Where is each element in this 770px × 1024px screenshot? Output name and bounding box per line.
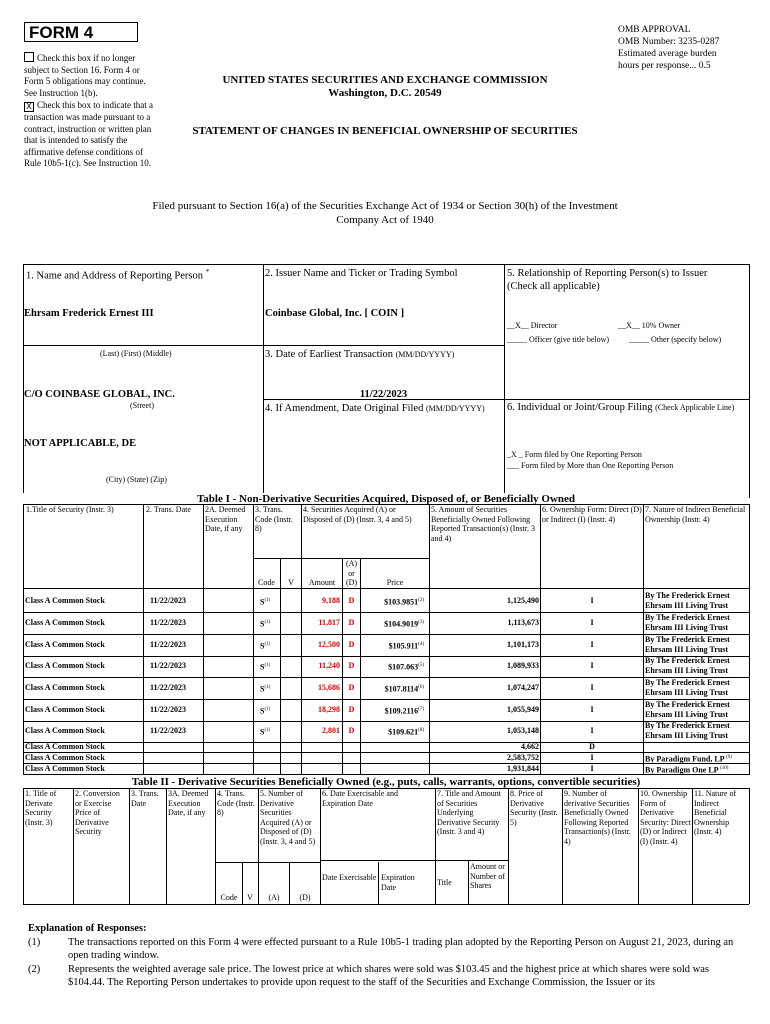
owned-amount: 1,089,933 [507,661,539,670]
t1-sub-price: Price [386,578,404,587]
t2-col-nature: 11. Nature of Indirect Beneficial Ownership (Instr. 4) [694,789,737,836]
reporting-person-name: Ehrsam Frederick Ernest III [24,308,154,319]
nature-of-ownership: By The Frederick Ernest Ehrsam III Living Trust [645,678,730,697]
earliest-date-value: 11/22/2023 [359,389,408,400]
ownership-form: I [590,640,594,649]
ownership-form: I [590,661,594,670]
acquired-disposed: D [348,618,355,627]
security-title: Class A Common Stock [25,618,105,627]
price [362,596,424,608]
price-value: $109.2116 [384,706,419,716]
transaction-date: 11/22/2023 [150,596,187,605]
transaction-code [260,618,270,630]
row-divider [23,774,749,775]
amount: 12,500 [318,640,340,649]
t1-sub-v: V [288,578,294,587]
code-value: S [260,662,265,672]
section16-check-text: Check this box if no longer subject to Section 16. Form 4 or Form 5 obligations may continue. See Instruction 1(b). [24,53,146,98]
t1-col-nature: 7. Nature of Indirect Beneficial Ownership (Instr. 4) [645,505,746,524]
statement-title: STATEMENT OF CHANGES IN BENEFICIAL OWNERSHIP OF SECURITIES [192,125,578,137]
owned-amount: 2,583,752 [507,753,539,762]
code-value: S [260,706,265,716]
filing-one-person[interactable]: _X _ Form filed by One Reporting Person [507,450,642,459]
t1-sub-amount: Amount [308,578,336,587]
price-value: $105.911 [388,641,419,651]
price-value: $109.621 [388,727,419,737]
amount: 15,686 [318,683,340,692]
explanation-heading: Explanation of Responses: [28,923,147,934]
amount: 11,817 [318,618,340,627]
t2-col-deemed: 3A. Deemed Execution Date, if any [168,789,209,817]
transaction-code [260,640,270,652]
t2-col-number: 5. Number of Derivative Securities Acquired (A) or Disposed of (D) (Instr. 3, 4 and 5) [260,789,316,846]
t1-sub-code: Code [258,578,275,587]
city-state: NOT APPLICABLE, DE [24,438,137,449]
nature-of-ownership [645,753,747,765]
t1-col-owned: 5. Amount of Securities Beneficially Owned Following Reported Transaction(s) (Instr. 3 and 4) [431,505,535,543]
t2-sub-d: (D) [299,893,311,902]
nature-of-ownership: By The Frederick Ernest Ehrsam III Living Trust [645,656,730,675]
t1-col-acquired: 4. Securities Acquired (A) or Disposed of (D) (Instr. 3, 4 and 5) [303,505,412,524]
nature-of-ownership [645,764,747,776]
owned-amount: 1,125,490 [507,596,539,605]
price-value: $107.8114 [384,684,419,694]
reporting-person-label: 1. Name and Address of Reporting Person * [26,267,210,282]
footnote-marker: (1) [264,663,271,668]
footnote-marker: (8) [418,728,424,733]
acquired-disposed: D [348,661,355,670]
amount: 18,298 [318,705,340,714]
filing-type-label: 6. Individual or Joint/Group Filing (Check Applicable Line) [507,402,735,413]
security-title: Class A Common Stock [25,726,105,735]
footnote-marker: (1) [264,728,271,733]
code-value: S [260,684,265,694]
other-check[interactable]: _____ Other (specify below) [629,335,722,344]
table1-title: Table I - Non-Derivative Securities Acquired, Disposed of, or Beneficially Owned [23,493,749,506]
issuer-name: Coinbase Global, Inc. [ COIN ] [265,308,405,319]
director-check[interactable]: __X__ Director [507,321,558,330]
security-title: Class A Common Stock [25,596,105,605]
t2-col-conversion: 2. Conversion or Exercise Price of Derivative Security [75,789,120,836]
price [362,661,424,673]
t2-col-title: 1. Title of Derivate Security (Instr. 3) [25,789,57,827]
t1-sub-aord: (A) or (D) [345,559,358,587]
omb-approval [618,24,758,72]
t2-sub-v: V [247,893,253,902]
t2-sub-code: Code [220,893,238,902]
t2-sub-a: (A) [268,893,280,902]
amount: 9,188 [322,596,340,605]
owned-amount: 1,053,148 [507,726,539,735]
officer-check[interactable]: _____ Officer (give title below) [507,335,610,344]
earliest-date-label: 3. Date of Earliest Transaction (MM/DD/YYYY) [265,349,455,360]
transaction-date: 11/22/2023 [150,618,187,627]
footnote-marker: (1) [264,598,271,603]
explanation-number: (2) [28,964,41,975]
street-label: (Street) [130,401,154,410]
acquired-disposed: D [348,726,355,735]
amount: 2,801 [322,726,340,735]
t2-sub-exp: Expiration Date [381,873,415,892]
nature-of-ownership: By The Frederick Ernest Ehrsam III Living Trust [645,700,730,719]
transaction-code [260,705,270,717]
explanation-text: Represents the weighted average sale price. The lowest price at which shares were sold was $103.45 and the highest price at which shares were sold was $104.44. The Reporting Person undertakes to provide upon request to the staff of the Securities and Exchange Commission, the Issuer or its [68,964,709,988]
security-title: Class A Common Stock [25,764,105,773]
code-value: S [260,619,265,629]
owned-amount: 4,662 [521,742,539,751]
owned-amount: 1,101,173 [507,640,539,649]
footnote-marker: (1) [264,685,271,690]
t2-col-owned: 9. Number of derivative Securities Beneficially Owned Following Reported Transaction(s) (Instr. 4) [564,789,631,846]
nature-of-ownership: By The Frederick Ernest Ehrsam III Living Trust [645,721,730,740]
security-title: Class A Common Stock [25,661,105,670]
t2-col-date: 3. Trans. Date [131,789,159,808]
ownership-form: I [590,764,594,773]
agency-name: UNITED STATES SECURITIES AND EXCHANGE COMMISSION [222,74,548,86]
price [362,640,424,652]
footnote-marker: (4) [418,642,424,647]
footnote-marker: (2) [418,598,424,603]
price [362,726,424,738]
t2-sub-title: Title [437,878,452,887]
nature-of-ownership: By The Frederick Ernest Ehrsam III Living Trust [645,613,730,632]
nature-of-ownership: By The Frederick Ernest Ehrsam III Living Trust [645,591,730,610]
transaction-date: 11/22/2023 [150,726,187,735]
t1-col-form: 6. Ownership Form: Direct (D) or Indirect (I) (Instr. 4) [542,505,642,524]
ownership-form: I [590,726,594,735]
row-divider [23,677,749,678]
ownership-form: D [589,742,595,751]
t2-col-price: 8. Price of Derivative Security (Instr. 5) [510,789,558,827]
relationship-label: 5. Relationship of Reporting Person(s) to Issuer (Check all applicable) [507,268,708,292]
amount: 11,240 [318,661,340,670]
city-label: (City) (State) (Zip) [106,475,167,484]
omb-line: hours per response... 0.5 [618,61,711,71]
owned-amount: 1,055,949 [507,705,539,714]
footnote-marker: (5) [418,663,424,668]
t1-col-code: 3. Trans. Code (Instr. 8) [255,505,293,533]
row-divider [23,634,749,635]
name-parts-label: (Last) (First) (Middle) [100,349,172,358]
price [362,683,424,695]
owned-amount: 1,074,247 [507,683,539,692]
agency-location: Washington, D.C. 20549 [328,87,442,99]
t2-col-code: 4. Trans. Code (Instr. 8) [217,789,255,817]
t1-col-deemed: 2A. Deemed Execution Date, if any [205,505,246,533]
omb-line: OMB Number: 3235-0287 [618,37,720,47]
code-value: S [260,641,265,651]
nature-value: By Paradigm Fund, LP [645,754,725,764]
ownership-form: I [590,753,594,762]
nature-of-ownership: By The Frederick Ernest Ehrsam III Living Trust [645,635,730,654]
footnote-marker: * [205,267,210,276]
row-divider [23,656,749,657]
footnote-marker: (3) [418,620,424,625]
explanation-item [28,963,748,989]
footnote-marker: (6) [418,685,424,690]
acquired-disposed: D [348,683,355,692]
price-value: $104.9019 [384,619,419,629]
row-divider [23,721,749,722]
t2-col-underlying: 7. Title and Amount of Securities Underlying Derivative Security (Instr. 3 and 4) [437,789,502,836]
security-title: Class A Common Stock [25,705,105,714]
footnote-marker: (1) [264,620,271,625]
rule10b5-checkbox[interactable]: X [24,102,34,112]
explanation-text: The transactions reported on this Form 4 were effected pursuant to a Rule 10b5-1 trading plan adopted by the Reporting Person on August 21, 2023, during an open trading window. [68,937,734,961]
owned-amount: 1,931,844 [507,764,539,773]
omb-line: OMB APPROVAL [618,25,691,35]
issuer-label: 2. Issuer Name and Ticker or Trading Symbol [265,268,458,279]
nature-value: By Paradigm One LP [645,765,719,775]
price [362,618,424,630]
code-value: S [260,727,265,737]
t2-col-exercisable: 6. Date Exercisable and Expiration Date [322,789,398,808]
street-address: C/O COINBASE GLOBAL, INC. [24,389,175,400]
transaction-code [260,726,270,738]
security-title: Class A Common Stock [25,742,105,751]
transaction-code [260,596,270,608]
rule10b5-check [24,100,154,170]
ownership-form: I [590,596,594,605]
ownership-form: I [590,683,594,692]
price [362,705,424,717]
transaction-code [260,661,270,673]
owned-amount: 1,113,673 [507,618,539,627]
transaction-date: 11/22/2023 [150,661,187,670]
footnote-marker: (1) [264,642,271,647]
ownership-form: I [590,618,594,627]
transaction-date: 11/22/2023 [150,683,187,692]
t2-sub-amount: Amount or Number of Shares [470,862,505,890]
section16-check [24,52,154,99]
explanation-item [28,936,748,962]
omb-line: Estimated average burden [618,49,717,59]
acquired-disposed: D [348,596,355,605]
t1-col-date: 2. Trans. Date [146,505,191,514]
acquired-disposed: D [348,640,355,649]
form-title: FORM 4 [24,22,138,42]
ownership-form: I [590,705,594,714]
footnote-marker: (9) [726,755,732,760]
table2-title: Table II - Derivative Securities Beneficially Owned (e.g., puts, calls, warrants, options, convertible securities) [131,776,641,788]
security-title: Class A Common Stock [25,753,105,762]
transaction-date: 11/22/2023 [150,640,187,649]
footnote-marker: (1) [264,707,271,712]
transaction-code [260,683,270,695]
amendment-label: 4. If Amendment, Date Original Filed (MM/DD/YYYY) [265,403,485,414]
footnote-marker: (10) [720,766,729,771]
t1-col-title: 1.Title of Security (Instr. 3) [26,505,114,514]
ten-percent-check[interactable]: __X__ 10% Owner [618,321,681,330]
explanation-number: (1) [28,937,41,948]
t2-col-form: 10. Ownership Form of Derivative Security: Direct (D) or Indirect (I) (Instr. 4) [640,789,691,846]
transaction-date: 11/22/2023 [150,705,187,714]
row-divider [23,612,749,613]
row-divider [23,699,749,700]
filed-pursuant: Filed pursuant to Section 16(a) of the Securities Exchange Act of 1934 or Section 30(h) of the Investment Company Act of 1940 [152,200,618,226]
section16-checkbox[interactable] [24,52,34,62]
filing-multiple-persons[interactable]: ___ Form filed by More than One Reporting Person [507,461,674,470]
price-value: $103.9851 [384,597,419,607]
code-value: S [260,597,265,607]
acquired-disposed: D [348,705,355,714]
security-title: Class A Common Stock [25,683,105,692]
t2-sub-date-ex: Date Exercisable [322,873,377,882]
security-title: Class A Common Stock [25,640,105,649]
price-value: $107.063 [388,662,419,672]
rule10b5-check-text: Check this box to indicate that a transaction was made pursuant to a contract, instruction or written plan that is intended to satisfy the affirmative defense conditions of Rule 10b5-1(c). See Instruction 10. [24,100,153,168]
footnote-marker: (7) [418,707,424,712]
